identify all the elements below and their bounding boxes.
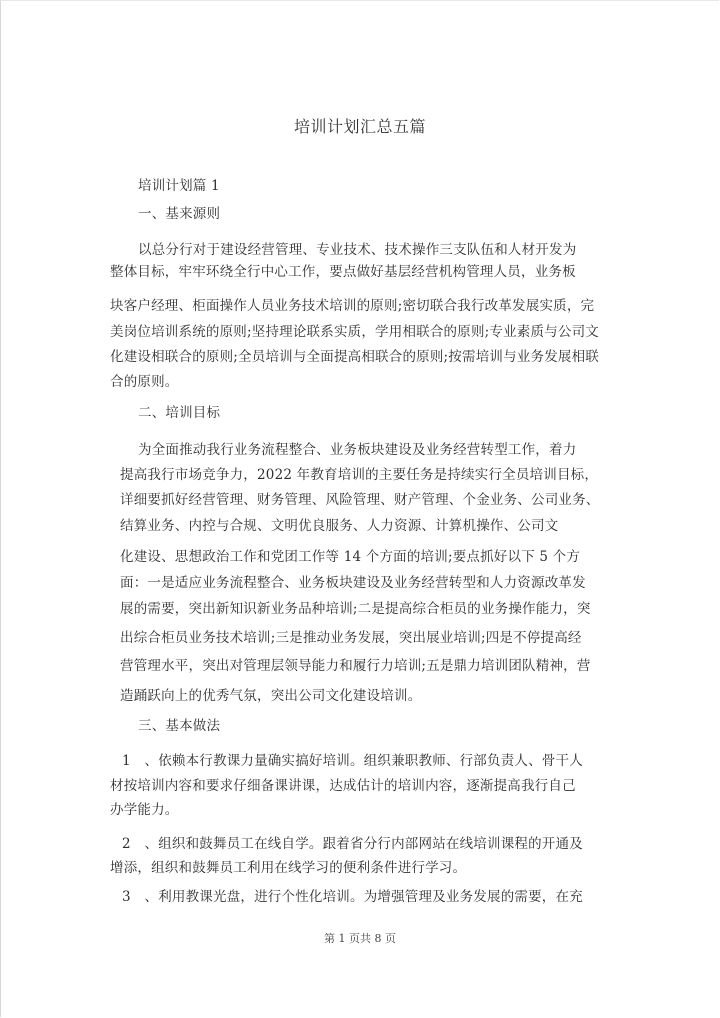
section-subtitle: 培训计划篇 1 [138,178,220,194]
text-line: 造踊跃向上的优秀气氛，突出公司文化建设培训。 [120,688,422,704]
text-line: 块客户经理、柜面操作人员业务技术培训的原则;密切联合我行改革发展实质，完 [110,298,595,314]
text-line: 面：一是适应业务流程整合、业务板块建设及业务经营转型和人力资源改革发 [120,575,586,591]
text-line: 化建设相联合的原则;全员培训与全面提高相联合的原则;按需培训与业务发展相联 [110,349,599,365]
text-line: 合的原则。 [110,374,179,390]
document-title: 培训计划汇总五篇 [293,117,426,136]
text-line: 办学能力。 [110,802,179,818]
heading-training-goals: 二、培训目标 [138,405,221,421]
heading-basic-methods: 三、基本做法 [138,718,221,734]
page-number: 第 1 页共 8 页 [324,932,396,945]
text-line: 2 、组织和鼓舞员工在线自学。跟着省分行内部网站在线培训课程的开通及 [122,836,583,852]
text-line: 为全面推动我行业务流程整合、业务板块建设及业务经营转型工作，着力 [138,442,577,458]
text-line: 1 、依赖本行教课力量确实搞好培训。组织兼职教师、行部负责人、骨干人 [122,753,583,769]
text-line: 化建设、思想政治工作和党团工作等 14 个方面的培训;要点抓好以下 5 个方 [120,549,581,565]
text-line: 3 、利用教课光盘，进行个性化培训。为增强管理及业务发展的需要，在充 [122,889,583,905]
text-line: 详细要抓好经营管理、财务管理、风险管理、财产管理、个金业务、公司业务、 [120,492,600,508]
text-line: 材按培训内容和要求仔细备课讲课，达成估计的培训内容，逐渐提高我行自己 [110,778,576,794]
text-line: 结算业务、内控与合规、文明优良服务、人力资源、计算机操作、公司文 [120,518,559,534]
text-line: 提高我行市场竞争力，2022 年教育培训的主要任务是持续实行全员培训目标， [120,467,599,483]
text-line: 以总分行对于建设经营管理、专业技术、技术操作三支队伍和人材开发为 [138,242,577,258]
text-line: 增添，组织和鼓舞员工利用在线学习的便利条件进行学习。 [110,860,467,876]
heading-principles: 一、基来源则 [138,206,221,222]
text-line: 美岗位培训系统的原则;坚持理论联系实质，学用相联合的原则;专业素质与公司文 [110,324,599,340]
text-line: 展的需要，突出新知识新业务品种培训;二是提高综合柜员的业务操作能力，突 [120,601,591,617]
text-line: 出综合柜员业务技术培训;三是推动业务发展，突出展业培训;四是不停提高经 [120,630,582,646]
text-line: 营管理水平，突出对管理层领导能力和履行力培训;五是鼎力培训团队精神，营 [120,658,591,674]
text-line: 整体目标，牢牢环绕全行中心工作，要点做好基层经营机构管理人员，业务板 [110,264,576,280]
